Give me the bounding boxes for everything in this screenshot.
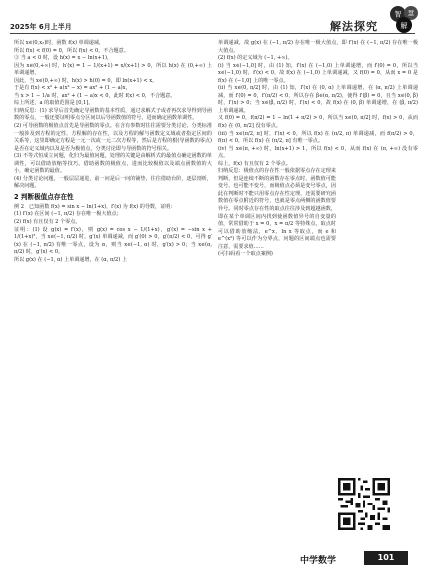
- body-paragraph: 单调递减，故 g(x) 在 (−1, π/2) 存在唯一极大值点，即 f′(x) 在 (−1, π/2) 存在唯一极大值点。: [218, 40, 418, 54]
- reflection-paragraph: 归纳反思：极值点的存在性一般依据零点存在定理来判断，但是连续不断的函数存在零点时，函数值可能变号，也可能不变号，而极值点必须是变号零点，因此在判断时不能只用零点存在性定理，还需要研究函数值在零点附近的符号，也就是零点两侧的函数值要异号。同时零点存在性的取点往往涉及到超越函数，即在某个单调区间内找到使函数值异号的自变量的值，常常借助于 x = 0，x = π/2 等特殊点，取点时可以借助放缩法，e^x，ln x 等取点，而 e 和 e^(x²) 等可以作为分界点，问题的区间端点也需要注意，需要求值……: [218, 168, 336, 250]
- reflection-paragraph: (2) 可导函数的极值点首先是导函数的零点。在含有参数时往往需要分类讨论，分类标准一般涉及到方程的定性、方程解的存在性，以及方程的解与函数定义域或者指定区间的关系等，这里即确定方程是一元一次或一元二次方程等，然后是方程的根(导函数的零点)是否在定义域内以及是否为极值点，分类讨论即与导函数的符号相关。: [14, 123, 212, 152]
- body-paragraph: (iv) 当 x∈(π, +∞) 时，ln(x+1) > 1，所以 f(x) < 0，从而 f(x) 在 (π, +∞) 没有零点。: [218, 145, 418, 160]
- body-paragraph: ③ 当 a < 0 时，设 h(x) = x − ln(x+1)，: [14, 55, 113, 62]
- svg-text:解: 解: [400, 22, 408, 30]
- journal-brand: 中学数学: [300, 556, 337, 566]
- left-column: [14, 40, 212, 264]
- body-paragraph: 因此，当 x∈(0,+∞) 时，h(x) > h(0) = 0，即 ln(x+1) < x，: [14, 77, 158, 84]
- body-paragraph: (i) 当 x∈(−1,0] 时，由 (1) 知，f′(x) 在 (−1,0) 上单调递增，而 f′(0) = 0，所以当 x∈(−1,0) 时，f′(x) < 0，故 f(x) 在 (−1,0) 上单调递减，又 f(0) = 0，从而 x = 0 是 f(x) 在 (−1,0] 上的唯一零点。: [218, 62, 418, 84]
- proof-paragraph: 所以 g(x) 在 (−1, α) 上单调递增，在 (α, π/2) 上: [14, 256, 127, 263]
- qr-code-icon[interactable]: [338, 478, 390, 530]
- right-column: [218, 40, 418, 259]
- reflection-paragraph: (4) 分类讨论问题，一般层层递进，前一问是后一问的铺垫，往往借助台阶，逐层剖析，解决问题。: [14, 175, 212, 190]
- qr-caption: (可扫码看一个取点案例): [218, 251, 273, 258]
- body-paragraph: 因为 x∈(0,+∞) 时，h′(x) = 1 − 1/(x+1) = x/(x+1) > 0，所以 h(x) 在 (0,+∞) 上单调递增，: [14, 62, 212, 77]
- section-heading: 2 判断极值点存在性: [14, 192, 74, 201]
- section-title: 解法探究: [330, 20, 378, 33]
- column-logo-icon: [387, 4, 421, 34]
- svg-text:智: 智: [394, 10, 402, 19]
- body-paragraph: 所以 x∈(0,x₂)时，函数 f(x) 单调递减，: [14, 40, 105, 46]
- reflection-paragraph: (3) 不等式恒成立问题，化归为最值问题，处理的关键是由解析式的最值点确定函数的单调性，可以借助放缩等技巧。借助函数的极值点，进而比较极值以及端点函数值的大小，确定函数的最值。: [14, 153, 212, 175]
- body-paragraph: 所以 f(x) < f(0) = 0，所以 f(x) < 0，不合题意。: [14, 47, 129, 54]
- proof-paragraph: 证明：(1) 设 g(x) = f′(x)，则 g(x) = cos x − 1/(1+x)，g′(x) = −sin x + 1/(1+x)²，当 x∈(−1, π/2) 时，g′(x) 单调递减，而 g′(0) > 0，g′(π/2) < 0，可得 g′(x) 在 (−1, π/2) 有唯一零点，设为 α，则当 x∈(−1, α) 时，g′(x) > 0；当 x∈(α, π/2) 时，g′(x) < 0。: [14, 226, 212, 256]
- body-paragraph: 综上所述，a 的取值范围是 [0,1]。: [14, 100, 94, 107]
- body-paragraph: (2) f(x) 的定义域为 (−1, +∞)。: [218, 55, 293, 62]
- svg-text:慧: 慧: [407, 10, 415, 18]
- body-paragraph: 于是有 f(x) < x² + a(x² − x) = ax² + (1 − a)x，: [14, 85, 131, 92]
- body-paragraph: 当 x > 1 − 1/a 时，ax² + (1 − a)x < 0，此时 f(x) < 0，不合题意。: [14, 92, 176, 99]
- body-paragraph: 综上，f(x) 有且仅有 2 个零点。: [218, 160, 291, 167]
- body-paragraph: 又 f(0) = 0，f(π/2) = 1 − ln(1 + π/2) > 0，所以当 x∈(0, π/2] 时，f(x) > 0，从而 f(x) 在 (0, π/2] 没有零点。: [218, 115, 418, 130]
- example-paragraph: 例 2 已知函数 f(x) = sin x − ln(1+x)，f′(x) 为 f(x) 的导数，证明：: [14, 203, 176, 210]
- issue-date: 2025年 6月上半月: [10, 23, 72, 31]
- body-paragraph: (iii) 当 x∈(π/2, π] 时，f′(x) < 0，所以 f(x) 在 (π/2, π) 单调递减，而 f(π/2) > 0，f(π) < 0，所以 f(x) 在 (π/2, π] 有唯一零点。: [218, 130, 418, 145]
- body-paragraph: (ii) 当 x∈(0, π/2] 时，由 (1) 知，f′(x) 在 (0, α) 上单调递增，在 (α, π/2) 上单调递减，而 f′(0) = 0，f′(π/2) < 0，所以存在 β∈(α, π/2)，使得 f′(β) = 0，且当 x∈(0, β) 时，f′(x) > 0；当 x∈(β, π/2) 时，f′(x) < 0，故 f(x) 在 (0, β) 单调递增，在 (β, π/2) 上单调递减。: [218, 85, 418, 114]
- page-number: 101: [364, 551, 408, 565]
- reflection-paragraph: 归纳反思：(1) 求导后首先确定导函数的基本性质，通过求解式子或者再次求导得到导函数的零点，一般还要证明零点分区间以后导函数值的符号，进而确定函数单调性。: [14, 107, 212, 122]
- example-paragraph: (2) f(x) 有且仅有 2 个零点。: [14, 219, 81, 226]
- example-paragraph: (1) f′(x) 在区间 (−1, π/2) 存在唯一极大值点；: [14, 211, 122, 218]
